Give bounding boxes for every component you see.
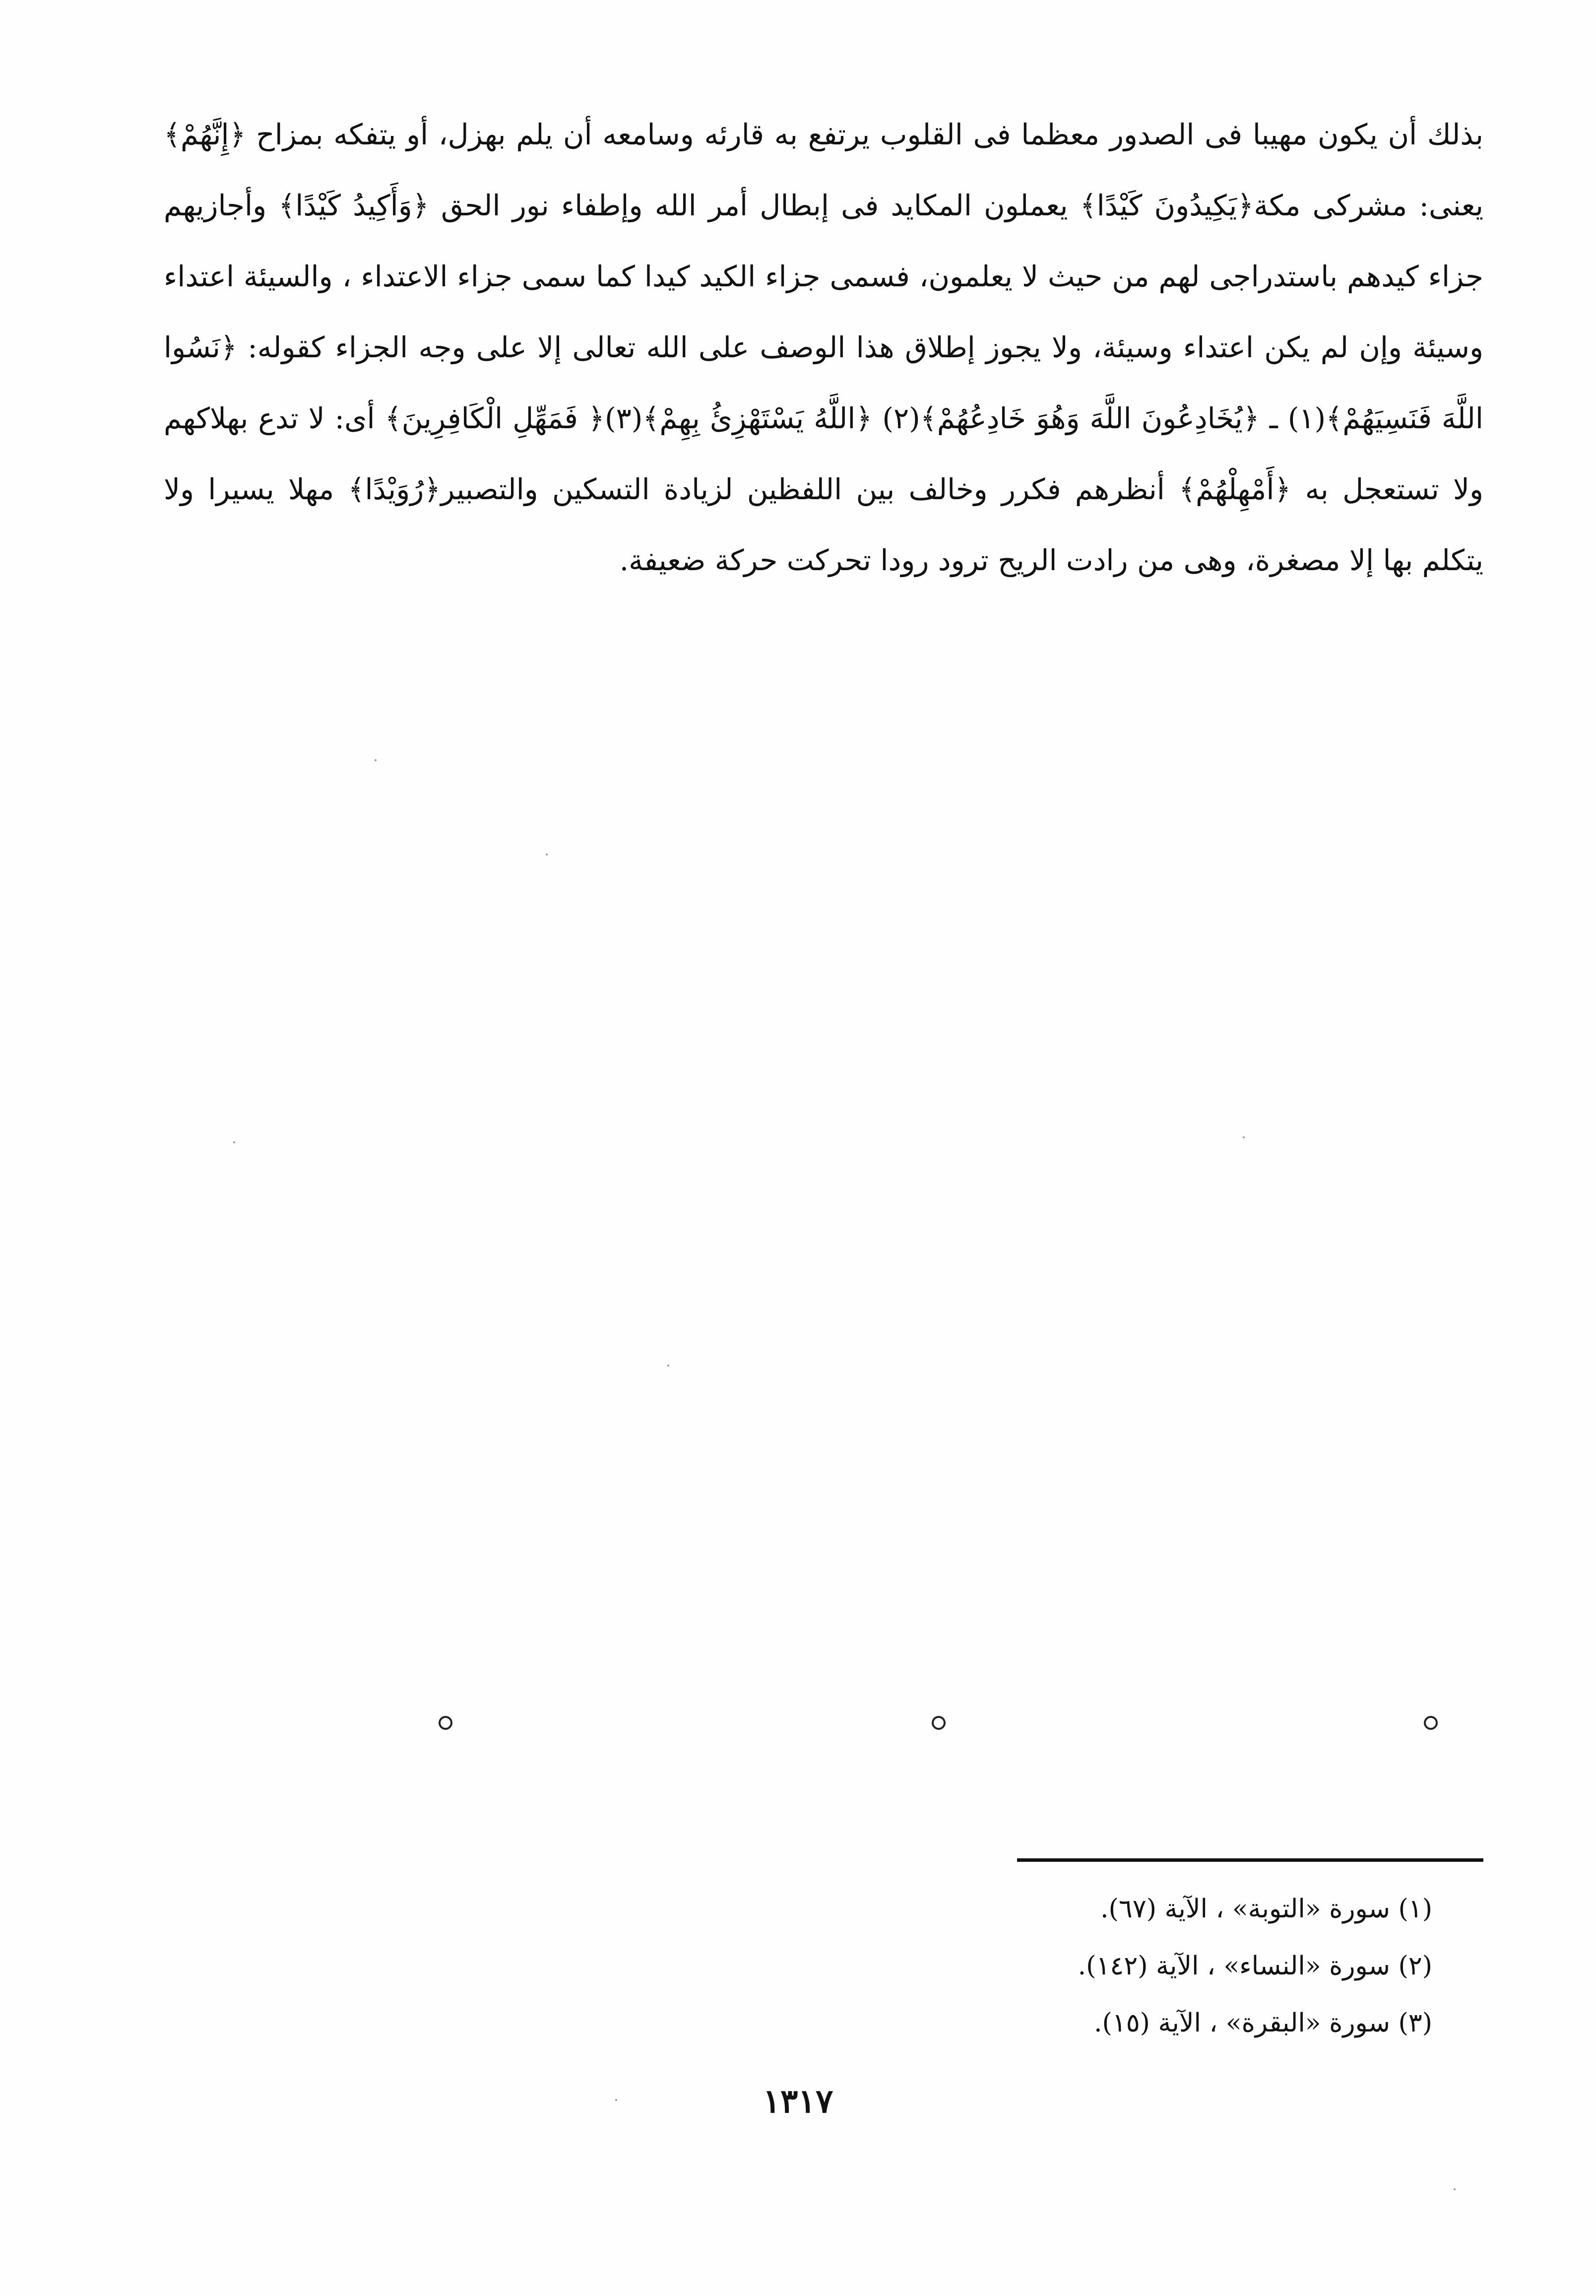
paragraph: بذلك أن يكون مهيبا فى الصدور معظما فى القلوب يرتفع به قارئه وسامعه أن يلم بهزل، أو يتفكه بمزاح ﴿إِنَّهُمْ﴾ يعنى: مشركى مكة﴿يَكِيدُونَ كَيْدًا﴾ يعملون المكايد فى إبطال أمر الله وإطفاء نور الحق ﴿وَأَكِيدُ كَيْدًا﴾ وأجازيهم جزاء كيدهم باستدراجى لهم من حيث لا يعلمون، فسمى جزاء الكيد كيدا كما سمى جزاء الاعتداء ، والسيئة اعتداء وسيئة وإن لم يكن اعتداء وسيئة، ولا يجوز إطلاق هذا الوصف على الله تعالى إلا على وجه الجزاء كقوله: ﴿نَسُوا اللَّهَ فَنَسِيَهُمْ﴾(١) ـ ﴿يُخَادِعُونَ اللَّهَ وَهُوَ خَادِعُهُمْ﴾(٢) ﴿اللَّهُ يَسْتَهْزِئُ بِهِمْ﴾(٣)﴿ فَمَهِّلِ الْكَافِرِينَ﴾ أى: لا تدع بهلاكهم ولا تستعجل به ﴿أَمْهِلْهُمْ﴾ أنظرهم فكرر وخالف بين اللفظين لزيادة التسكين والتصبير﴿رُوَيْدًا﴾ مهلا يسيرا ولا يتكلم بها إلا مصغرة، وهى من رادت الريح ترود رودا تحركت حركة ضعيفة. (164, 118, 1483, 577)
ornament-circle (1424, 1716, 1438, 1730)
scan-speck (667, 1365, 669, 1367)
footnotes (837, 1881, 1432, 2052)
scan-speck (233, 1141, 235, 1143)
scan-speck (615, 2099, 617, 2101)
page-number: ١٣١٧ (763, 2082, 833, 2120)
scan-speck (375, 759, 377, 761)
footnote-1: (١) سورة «التوبة» ، الآية (٦٧). (1100, 1894, 1432, 1924)
ornament-circle (439, 1716, 452, 1730)
ornament-circle (932, 1716, 946, 1730)
scan-speck (1243, 1136, 1245, 1138)
footnote-3: (٣) سورة «البقرة» ، الآية (١٥). (1093, 2008, 1432, 2038)
body-text (164, 99, 1483, 596)
section-ornaments (0, 1707, 1596, 1737)
scan-speck (546, 853, 548, 855)
footnote-separator (1017, 1858, 1483, 1862)
scan-speck (1454, 2188, 1456, 2190)
footnote-2: (٢) سورة «النساء» ، الآية (١٤٢). (1078, 1951, 1432, 1981)
